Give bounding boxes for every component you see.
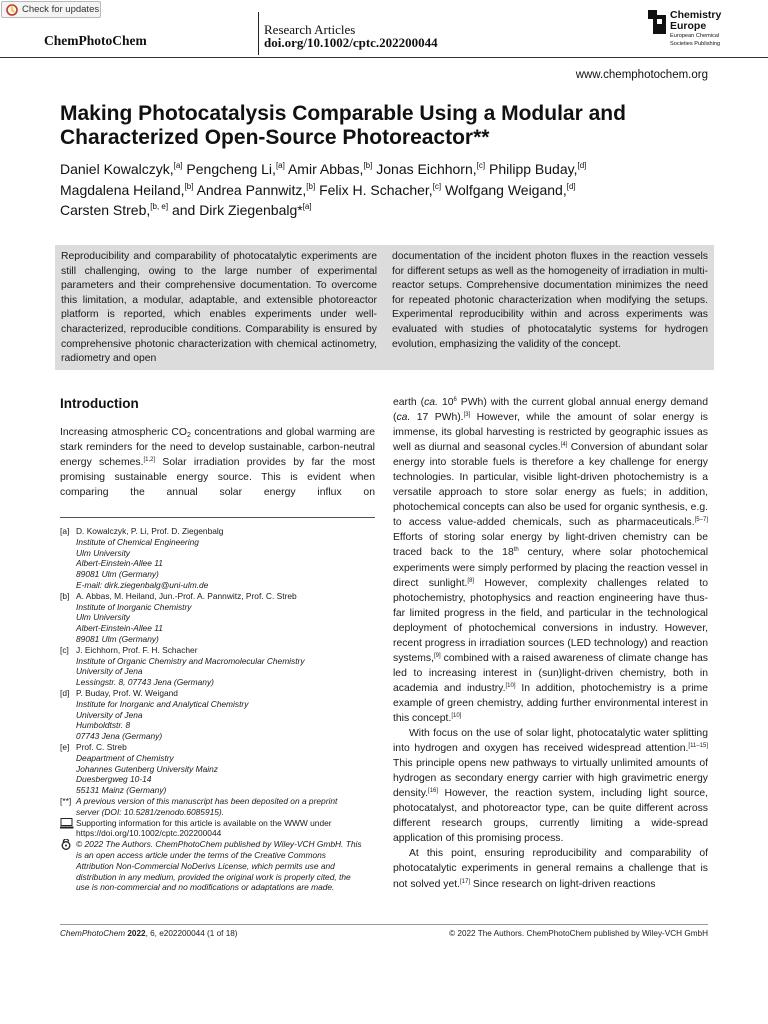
preprint-note: [**] A previous version of this manuscript has been deposited on a preprint server (DOI: 10.5281/zenodo.6085915). bbox=[60, 795, 338, 817]
author-affiliation-mark: [c] bbox=[476, 161, 486, 170]
intro-paragraph-3: At this point, ensuring reproducibility and comparability of photocatalytic experiments in general remains a challenge that is not solved yet.[17] Since research on light-driven reactions bbox=[393, 848, 708, 890]
article-title bbox=[60, 102, 720, 150]
affiliation-line: Institute of Inorganic Chemistry bbox=[76, 601, 192, 612]
update-check-icon bbox=[6, 4, 18, 16]
title-line2: Characterized Open-Source Photoreactor** bbox=[60, 126, 490, 149]
publisher-sub-line1: European Chemical bbox=[670, 33, 720, 39]
affiliation-entry bbox=[60, 688, 380, 742]
publisher-name-line1: Chemistry bbox=[670, 9, 722, 21]
affiliation-line: Deapartment of Chemistry bbox=[76, 752, 174, 763]
author-affiliation-mark: [a] bbox=[302, 202, 312, 211]
check-for-updates-label: Check for updates bbox=[22, 4, 100, 15]
supporting-info-link[interactable]: https://doi.org/10.1002/cptc.202200044 bbox=[76, 828, 222, 839]
affiliation-label: [c] bbox=[60, 644, 69, 655]
author-affiliation-mark: [b] bbox=[184, 181, 194, 191]
affiliation-authors: Prof. C. Streb bbox=[76, 741, 127, 752]
footer-citation: ChemPhotoChem 2022, 6, e202200044 (1 of 18) bbox=[60, 929, 238, 938]
author-name: Pengcheng Li, bbox=[186, 161, 276, 177]
affiliation-line: Albert-Einstein-Allee 11 bbox=[76, 623, 163, 634]
affiliations-rule bbox=[60, 517, 375, 518]
author-affiliation-mark: [d] bbox=[566, 181, 576, 191]
author-affiliation-mark: [d] bbox=[577, 161, 587, 170]
abstract-right-column: documentation of the incident photon fluxes in the reaction vessels for different setups as well as the homogeneity of irradiation in multi-reactor setups. Comprehensive documentation minimizes the need for repeated photonic characterization when modifying the setups. Experimental reproducibility within and across experiments was evaluated with studies of photocatalytic systems for hydrogen evolution, emphasizing the validity of the concept. bbox=[392, 251, 708, 350]
affiliation-entry bbox=[60, 742, 380, 796]
affiliation-line: University of Jena bbox=[76, 709, 143, 720]
author-list bbox=[60, 159, 720, 221]
author-name: Daniel Kowalczyk, bbox=[60, 161, 174, 177]
license-line: is an open access article under the terms of the Creative Commons bbox=[76, 849, 326, 860]
license-line: distribution in any medium, provided the original work is properly cited, the bbox=[76, 871, 351, 882]
author-affiliation-mark: [a] bbox=[173, 161, 183, 170]
abstract-box bbox=[55, 245, 714, 370]
author-name: Andrea Pannwitz, bbox=[196, 181, 307, 198]
affiliation-line: Institute for Inorganic and Analytical Chemistry bbox=[76, 698, 249, 709]
abstract-left-column: Reproducibility and comparability of photocatalytic experiments are still challenging, owing to the large number of experimental parameters and their comprehensive documentation. To overcome this limitation, a modular, adaptable, and extensible photoreactor platform is reported, which enables experiments under well-characterized, reproducible conditions. Comparability is ensured by comprehensive photonic characterization with chemical actinometry, radiometry and open bbox=[61, 251, 377, 365]
license-line: use is non-commercial and no modifications or adaptations are made. bbox=[76, 882, 335, 893]
affiliation-line: Humboldtstr. 8 bbox=[76, 720, 131, 731]
affiliation-label: [b] bbox=[60, 590, 70, 601]
affiliation-line: Ulm University bbox=[76, 612, 130, 623]
author-affiliation-mark: [a] bbox=[275, 161, 285, 170]
license-line: Attribution Non-Commercial NoDerivs License, which permits use and bbox=[76, 860, 335, 871]
license-line: © 2022 The Authors. ChemPhotoChem published by Wiley-VCH GmbH. This bbox=[76, 839, 362, 850]
author-name: Carsten Streb, bbox=[60, 202, 151, 218]
publisher-sub-line2: Societies Publishing bbox=[670, 41, 721, 48]
author-affiliation-mark: [b] bbox=[363, 161, 373, 170]
affiliation-label: [a] bbox=[60, 526, 70, 536]
title-line1: Making Photocatalysis Comparable Using a Modular and bbox=[60, 102, 626, 125]
affiliation-line: Albert-Einstein-Allee 11 bbox=[76, 558, 163, 569]
author-name: Amir Abbas, bbox=[287, 161, 364, 177]
journal-name: ChemPhotoChem bbox=[44, 33, 147, 48]
affiliation-line: University of Jena bbox=[76, 666, 143, 677]
affiliation-authors: D. Kowalczyk, P. Li, Prof. D. Ziegenbalg bbox=[76, 526, 224, 536]
affiliation-authors: P. Buday, Prof. W. Weigand bbox=[76, 687, 178, 698]
affiliation-line: Duesbergweg 10-14 bbox=[76, 774, 152, 785]
author-name: Philipp Buday, bbox=[489, 161, 578, 177]
author-name: Felix H. Schacher, bbox=[319, 181, 433, 198]
affiliation-entry bbox=[60, 526, 380, 591]
introduction-heading: Introduction bbox=[60, 396, 139, 411]
affiliation-line: 89081 Ulm (Germany) bbox=[76, 633, 159, 644]
author-name: Jonas Eichhorn, bbox=[376, 161, 477, 177]
affiliation-line: Ulm University bbox=[76, 547, 130, 558]
chemistry-europe-logo bbox=[648, 10, 721, 47]
intro-paragraph-1: earth (ca. $10^6$ PWh) with the current global annual energy demand (ca. 17 PWh).[3] However, while the amount of solar energy is immense, its global harvesting is restricted by geographic issues as well as diurnal and seasonal cycles.[4] Conversion of abundant solar energy into storable fuels is therefore a key challenge for energy technologies. In particular, visible light-driven photochemistry is a versatile approach to store solar energy as fuels; in addition, photochemical concepts can also be used for organic synthesis, e.g. to access value-added chemicals, such as pharmaceuticals.[5–7] Efforts of storing solar energy by light-driven chemistry can be traced back to the 18th century, where solar photochemical experiments were simply performed by placing the reaction vessel in direct sunlight.[8] However, complexity challenges related to photochemistry, photophysics and reaction engineering have thus-far limited progress in the field, and particular in the technological deployment of photochemical conversions in industry. However, recent progress in irradiation sources (LED technology) and reaction systems,[9] combined with a raised awareness of climate change has led to increasing interest in (sun)light-driven chemistry, both in academia and industry.[10] In addition, photochemistry is a prime example of green chemistry, adding further environmental interest in this concept.[10] bbox=[393, 397, 709, 724]
author-affiliation-mark: [b] bbox=[306, 181, 316, 191]
journal-website-link[interactable]: www.chemphotochem.org bbox=[575, 69, 708, 81]
intro-right-column bbox=[393, 395, 708, 892]
affiliation-line: Lessingstr. 8, 07743 Jena (Germany) bbox=[76, 677, 214, 688]
chemistry-europe-mark-icon bbox=[648, 10, 666, 34]
monitor-icon bbox=[60, 818, 74, 829]
affiliation-authors: J. Eichhorn, Prof. F. H. Schacher bbox=[76, 644, 198, 655]
supporting-info-note: Supporting information for this article is available on the WWW under https://doi.org/10.1002/cptc.202200044 bbox=[60, 818, 380, 840]
license-note bbox=[60, 839, 380, 893]
doi-link[interactable]: doi.org/10.1002/cptc.202200044 bbox=[264, 35, 438, 50]
author-affiliation-mark: [c] bbox=[432, 181, 442, 191]
check-for-updates-button[interactable] bbox=[1, 1, 101, 18]
affiliation-line: Institute of Chemical Engineering bbox=[76, 536, 199, 547]
affiliations-block bbox=[60, 526, 380, 893]
affiliation-label: [e] bbox=[60, 741, 70, 752]
publisher-name-line2: Europe bbox=[670, 19, 707, 32]
author-affiliation-mark: [b, e] bbox=[150, 202, 169, 211]
author-name: Magdalena Heiland, bbox=[60, 181, 185, 198]
footer-rule bbox=[60, 924, 708, 925]
header-divider bbox=[258, 12, 259, 55]
affiliation-line: E-mail: dirk.ziegenbalg@uni-ulm.de bbox=[76, 579, 209, 590]
intro-left-paragraph: Increasing atmospheric $CO_2$ concentrations and global warming are stark reminders for the need to develop sustainable, carbon-neutral energy schemes.[1,2] Solar irradiation provides by far the most promising sustainable energy source. This is evident when comparing the annual solar energy influx on bbox=[60, 427, 375, 498]
header-rule bbox=[0, 57, 768, 58]
affiliation-entry bbox=[60, 591, 380, 645]
affiliation-line: Johannes Gutenberg University Mainz bbox=[76, 763, 218, 774]
affiliation-line: 89081 Ulm (Germany) bbox=[76, 569, 159, 580]
intro-paragraph-2: With focus on the use of solar light, photocatalytic water splitting into hydrogen and oxygen has received widespread attention.[11–15] This principle opens new pathways to virtually unlimited amounts of hydrogen as secondary energy carrier with high gravimetric energy density.[16] However, the reaction system, including light source, photocatalyst, and photoreactor type, can be quite different across different research groups, currently limiting a wide-spread application of this promising process. bbox=[393, 728, 708, 845]
open-access-icon bbox=[60, 839, 74, 850]
affiliation-line: 07743 Jena (Germany) bbox=[76, 731, 163, 742]
author-name: Wolfgang Weigand, bbox=[445, 181, 567, 198]
affiliation-line: 55131 Mainz (Germany) bbox=[76, 785, 167, 796]
article-type: Research Articles bbox=[264, 22, 356, 37]
affiliation-entry bbox=[60, 645, 380, 688]
affiliation-label: [d] bbox=[60, 687, 70, 698]
affiliation-authors: A. Abbas, M. Heiland, Jun.-Prof. A. Pannwitz, Prof. C. Streb bbox=[76, 590, 297, 601]
affiliation-line: Institute of Organic Chemistry and Macromolecular Chemistry bbox=[76, 655, 305, 666]
footer-copyright: © 2022 The Authors. ChemPhotoChem published by Wiley-VCH GmbH bbox=[449, 929, 708, 938]
author-name: and Dirk Ziegenbalg* bbox=[171, 202, 303, 218]
